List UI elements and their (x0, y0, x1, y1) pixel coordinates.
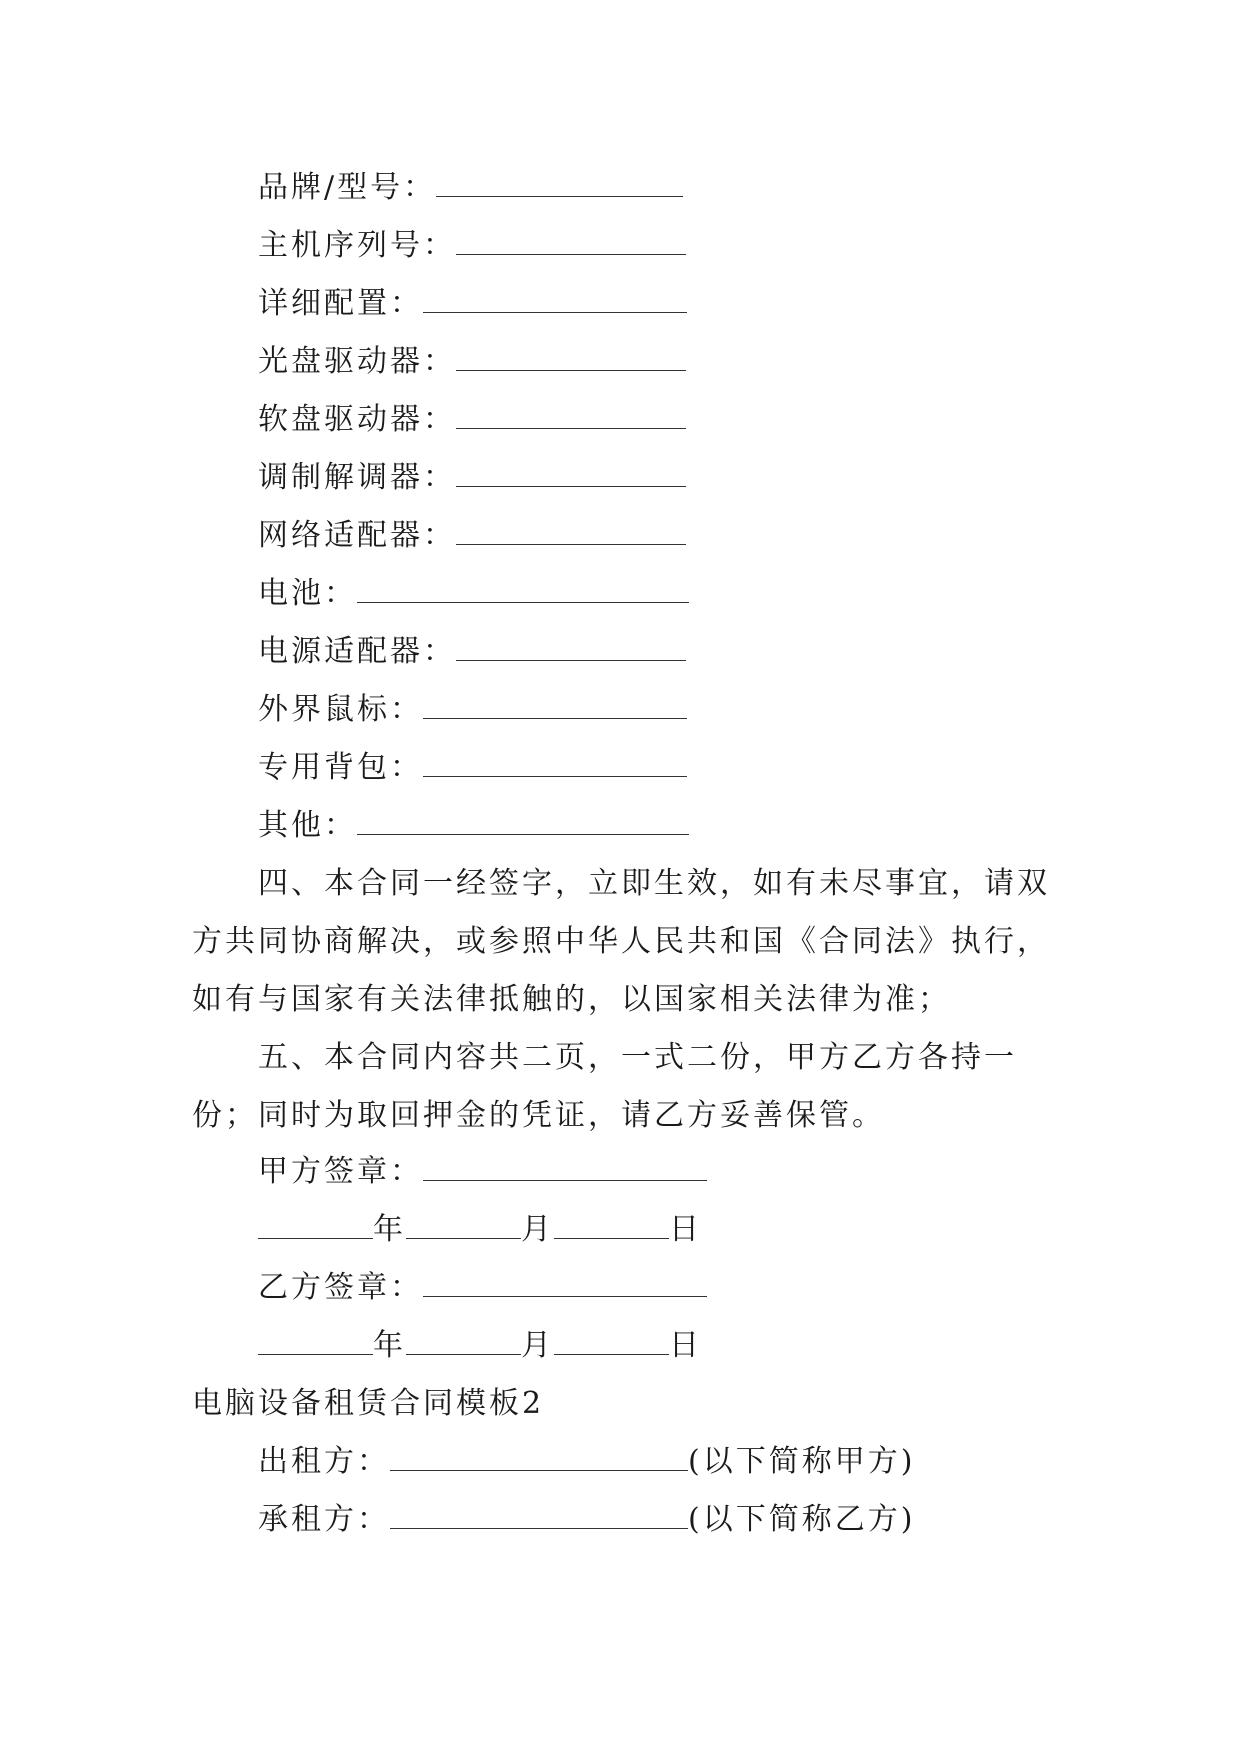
year-blank (258, 1328, 373, 1355)
fill-blank (436, 170, 683, 197)
fill-blank (423, 1270, 707, 1297)
party-a-date (258, 1210, 702, 1250)
fill-blank (456, 344, 686, 371)
fill-blank (390, 1444, 688, 1471)
field-label: 其他： (258, 808, 357, 843)
party-b-date (258, 1326, 702, 1366)
party-b-signature (258, 1268, 707, 1308)
fill-blank (456, 518, 686, 545)
lessee-label: 承租方： (258, 1502, 390, 1537)
fill-blank (456, 460, 686, 487)
field-brand-model (258, 168, 683, 208)
fill-blank (423, 1154, 707, 1181)
month-label: 月 (521, 1328, 554, 1363)
day-label: 日 (669, 1328, 702, 1363)
month-blank (406, 1212, 521, 1239)
lessee-note: (以下简称乙方) (688, 1502, 916, 1537)
year-label: 年 (373, 1328, 406, 1363)
day-blank (554, 1328, 669, 1355)
field-label: 光盘驱动器： (258, 344, 456, 379)
field-external-mouse (258, 690, 687, 730)
year-blank (258, 1212, 373, 1239)
template2-title: 电脑设备租赁合同模板2 (192, 1386, 545, 1421)
party-a-signature (258, 1152, 707, 1192)
field-backpack (258, 748, 687, 788)
field-modem (258, 458, 686, 498)
field-host-serial (258, 226, 686, 266)
field-label: 详细配置： (258, 286, 423, 321)
clause-five: 五、本合同内容共二页，一式二份，甲方乙方各持一份；同时为取回押金的凭证，请乙方妥善保管。 (192, 1040, 1017, 1133)
field-other (258, 806, 689, 846)
fill-blank (357, 808, 689, 835)
lessor-note: (以下简称甲方) (688, 1444, 916, 1479)
field-network-adapter (258, 516, 686, 556)
fill-blank (456, 228, 686, 255)
day-blank (554, 1212, 669, 1239)
field-label: 外界鼠标： (258, 692, 423, 727)
lessor-label: 出租方： (258, 1444, 390, 1479)
field-label: 电源适配器： (258, 634, 456, 669)
fill-blank (423, 286, 687, 313)
field-detailed-config (258, 284, 687, 324)
fill-blank (357, 576, 689, 603)
field-floppy-drive (258, 400, 686, 440)
field-power-adapter (258, 632, 686, 672)
fill-blank (423, 692, 687, 719)
field-label: 品牌/型号： (258, 170, 437, 205)
month-blank (406, 1328, 521, 1355)
fill-blank (456, 634, 686, 661)
field-label: 网络适配器： (258, 518, 456, 553)
lessee-line (258, 1500, 915, 1540)
field-label: 调制解调器： (258, 460, 456, 495)
party-b-label: 乙方签章： (258, 1270, 423, 1305)
field-label: 主机序列号： (258, 228, 456, 263)
day-label: 日 (669, 1212, 702, 1247)
fill-blank (390, 1502, 688, 1529)
field-label: 专用背包： (258, 750, 423, 785)
lessor-line (258, 1442, 915, 1482)
field-battery (258, 574, 689, 614)
field-optical-drive (258, 342, 686, 382)
fill-blank (456, 402, 686, 429)
field-label: 电池： (258, 576, 357, 611)
month-label: 月 (521, 1212, 554, 1247)
year-label: 年 (373, 1212, 406, 1247)
field-label: 软盘驱动器： (258, 402, 456, 437)
clause-four: 四、本合同一经签字，立即生效，如有未尽事宜，请双方共同协商解决，或参照中华人民共和国《合同法》执行，如有与国家有关法律抵触的，以国家相关法律为准； (192, 866, 1050, 1017)
fill-blank (423, 750, 687, 777)
party-a-label: 甲方签章： (258, 1154, 423, 1189)
